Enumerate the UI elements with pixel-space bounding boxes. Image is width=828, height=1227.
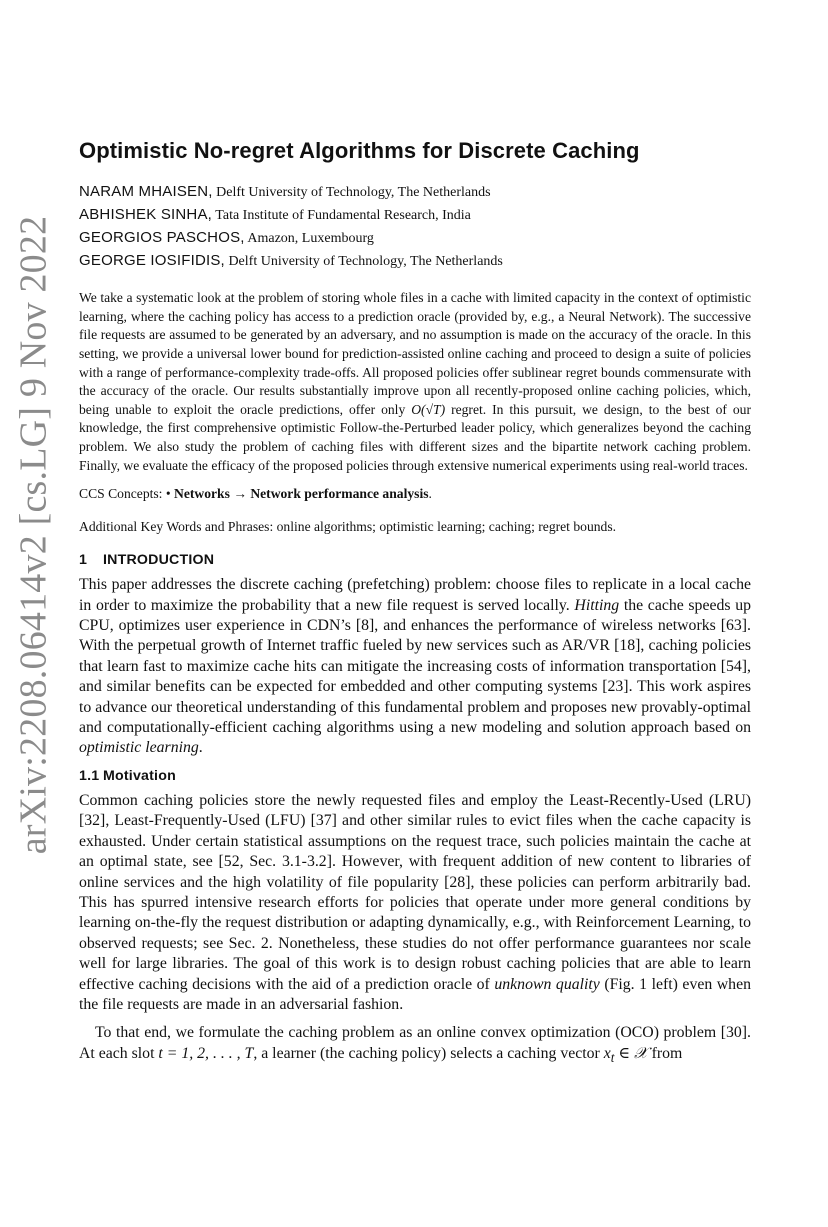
- math-time-index: t = 1, 2, . . . , T: [158, 1044, 254, 1062]
- abstract-text: regret. In this pursuit, we design, to the best of our knowledge, the first comprehensive optimistic Follow-the-Perturbed leader policy, which generalizes beyond the caching problem. We also study the problem of caching files with different sizes and the bipartite network caching problem. Finally, we evaluate the efficacy of the proposed policies through extensive numerical experiments using real-world traces.: [79, 401, 751, 473]
- ccs-arrow: →: [229, 486, 251, 502]
- emphasis-unknown-quality: unknown quality: [494, 975, 600, 993]
- motivation-paragraph-2: [79, 1023, 751, 1068]
- author-affiliation: Tata Institute of Fundamental Research, India: [212, 208, 471, 224]
- subsection-heading-motivation: [79, 767, 751, 785]
- paragraph-text: .: [198, 739, 203, 757]
- intro-paragraph: [79, 575, 751, 759]
- author-name: GEORGIOS PASCHOS,: [79, 229, 245, 247]
- keywords: Additional Key Words and Phrases: online algorithms; optimistic learning; caching; regret bounds.: [79, 519, 617, 535]
- ccs-suffix: .: [428, 486, 432, 502]
- ccs-concept: Networks: [174, 486, 230, 502]
- author-line: [79, 204, 751, 227]
- paragraph-text: from: [647, 1044, 683, 1062]
- paper-page: [79, 138, 751, 1076]
- arxiv-stamp-text: arXiv:2208.06414v2 [cs.LG] 9 Nov 2022: [12, 215, 55, 855]
- section-number: 1: [79, 552, 88, 569]
- math-regret-bound: O(√T): [411, 401, 446, 417]
- section-title: INTRODUCTION: [103, 552, 215, 569]
- author-list: [79, 181, 751, 273]
- author-name: GEORGE IOSIFIDIS,: [79, 252, 225, 270]
- emphasis-optimistic-learning: optimistic learning: [79, 739, 199, 757]
- paragraph-text: , a learner (the caching policy) selects a caching vector: [253, 1044, 604, 1062]
- paragraph-text: the cache speeds up CPU, optimizes user experience in CDN’s [8], and enhances the performance of wireless networks [63]. With the perpetual growth of Internet traffic fueled by new services such as AR/VR [18], caching policies that learn fast to maximize cache hits can mitigate the increasing costs of information transportation [54], and similar benefits can be expected for embedded and other computing systems [23]. This work aspires to advance our theoretical understanding of this fundamental problem and proposes new provably-optimal and computationally-efficient caching algorithms using a new modeling and solution approach based on: [79, 596, 751, 737]
- abstract-text: We take a systematic look at the problem of storing whole files in a cache with limited capacity in the context of optimistic learning, where the caching policy has access to a prediction oracle (provided by, e.g., a Neural Network). The successive file requests are assumed to be generated by an adversary, and no assumption is made on the accuracy of the oracle. In this setting, we provide a universal lower bound for prediction-assisted online caching and proceed to design a suite of policies with a range of performance-complexity trade-offs. All proposed policies offer sublinear regret bounds commensurate with the accuracy of the oracle. Our results substantially improve upon all recently-proposed online caching policies, which, being unable to exploit the oracle predictions, offer only: [79, 290, 751, 417]
- math-feasible-set: ∈ 𝒳: [614, 1044, 648, 1062]
- author-affiliation: Delft University of Technology, The Netherlands: [224, 254, 503, 270]
- emphasis-hitting: Hitting: [574, 596, 620, 614]
- author-line: [79, 227, 751, 250]
- motivation-paragraph-1: [79, 791, 751, 1015]
- math-caching-vector-subscript: t: [610, 1049, 615, 1065]
- author-line: [79, 181, 751, 204]
- author-line: [79, 250, 751, 273]
- paragraph-text: Common caching policies store the newly requested files and employ the Least-Recently-Used (LRU) [32], Least-Frequently-Used (LFU) [37] and other similar rules to evict files when the cache capacity is exhausted. Under certain statistical assumptions on the request trace, such policies maintain the cache at an optimal state, see [52, Sec. 3.1-3.2]. However, with frequent addition of new content to libraries of online services and the high volatility of file popularity [28], these policies can perform arbitrarily bad. This has spurred intensive research efforts for policies that operate under more general conditions by learning on-the-fly the request distribution or adapting dynamically, e.g., with Reinforcement Learning, to observed requests; see Sec. 2. Nonetheless, these studies do not offer performance guarantees nor scale well for large libraries. The goal of this work is to design robust caching policies that are able to learn effective caching decisions with the aid of a prediction oracle of: [79, 791, 751, 993]
- paper-title: Optimistic No-regret Algorithms for Discrete Caching: [79, 138, 640, 163]
- paragraph-text: (Fig. 1 left) even when the file requests are made in an adversarial fashion.: [79, 975, 751, 1013]
- section-heading-introduction: [79, 551, 751, 569]
- math-caching-vector: x: [603, 1044, 611, 1062]
- abstract: [79, 289, 751, 475]
- ccs-subconcept: Network performance analysis: [250, 486, 429, 502]
- author-name: NARAM MHAISEN,: [79, 183, 213, 201]
- author-name: ABHISHEK SINHA,: [79, 206, 213, 224]
- ccs-concepts: [79, 485, 751, 503]
- section-number: 1.1: [79, 767, 100, 784]
- section-title: Motivation: [103, 767, 176, 784]
- author-affiliation: Amazon, Luxembourg: [244, 231, 374, 247]
- paragraph-text: This paper addresses the discrete caching (prefetching) problem: choose files to replicate in a local cache in order to maximize the probability that a new file request is served locally.: [79, 576, 751, 614]
- arxiv-stamp: [6, 215, 60, 855]
- ccs-prefix: CCS Concepts: •: [79, 486, 175, 502]
- author-affiliation: Delft University of Technology, The Netherlands: [212, 185, 491, 201]
- paragraph-text: To that end, we formulate the caching problem as an online convex optimization (OCO) problem [30]. At each slot: [79, 1024, 751, 1062]
